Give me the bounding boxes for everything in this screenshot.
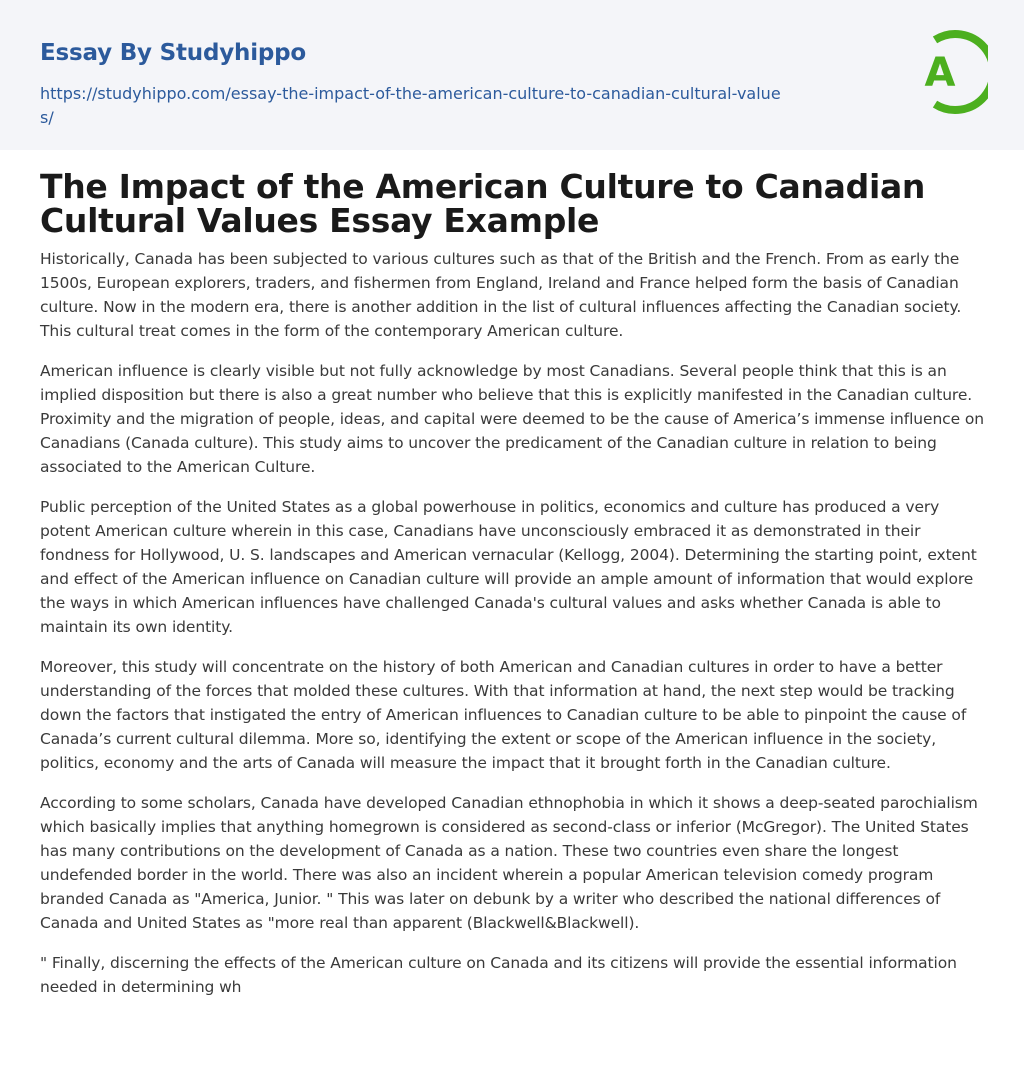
page-title: The Impact of the American Culture to Canadian Cultural Values Essay Example: [40, 167, 926, 240]
paragraph-6: " Finally, discerning the effects of the American culture on Canada and its citizens will provide the essential information needed in determining wh: [40, 954, 957, 996]
article: [40, 167, 984, 1015]
source-url-link[interactable]: https://studyhippo.com/essay-the-impact-of-the-american-culture-to-canadian-cultural-values/: [40, 84, 781, 127]
site-header: [0, 0, 1024, 150]
logo-letter: A: [924, 50, 956, 96]
paragraph-2: American influence is clearly visible but not fully acknowledge by most Canadians. Several people think that this is an implied disposition but there is also a great number who believe that this is explicitly manifested in the Canadian culture. Proximity and the migration of people, ideas, and capital were deemed to be the cause of America’s immense influence on Canadians (Canada culture). This study aims to uncover the predicament of the Canadian culture in relation to being associated to the American Culture.: [40, 362, 984, 476]
paragraph-5: According to some scholars, Canada have developed Canadian ethnophobia in which it shows a deep-seated parochialism which basically implies that anything homegrown is considered as second-class or inferior (McGregor). The United States has many contributions on the development of Canada as a nation. These two countries even share the longest undefended border in the world. There was also an incident wherein a popular American television comedy program branded Canada as "America, Junior. " This was later on debunk by a writer who described the national differences of Canada and United States as "more real than apparent (Blackwell&Blackwell).: [40, 794, 978, 932]
paragraph-4: Moreover, this study will concentrate on the history of both American and Canadian cultures in order to have a better understanding of the forces that molded these cultures. With that information at hand, the next step would be tracking down the factors that instigated the entry of American influences to Canadian culture to be able to pinpoint the cause of Canada’s current cultural dilemma. More so, identifying the extent or scope of the American influence in the society, politics, economy and the arts of Canada will measure the impact that it brought forth in the Canadian culture.: [40, 658, 967, 772]
paragraph-3: Public perception of the United States as a global powerhouse in politics, economics and culture has produced a very potent American culture wherein in this case, Canadians have unconsciously embraced it as demonstrated in their fondness for Hollywood, U. S. landscapes and American vernacular (Kellogg, 2004). Determining the starting point, extent and effect of the American influence on Canadian culture will provide an ample amount of information that would explore the ways in which American influences have challenged Canada's cultural values and asks whether Canada is able to maintain its own identity.: [40, 498, 977, 636]
paragraph-1: Historically, Canada has been subjected to various cultures such as that of the British and the French. From as early the 1500s, European explorers, traders, and fishermen from England, Ireland and France helped form the basis of Canadian culture. Now in the modern era, there is another addition in the list of cultural influences affecting the Canadian society. This cultural treat comes in the form of the contemporary American culture.: [40, 250, 962, 340]
studyhippo-logo-icon[interactable]: [908, 28, 988, 116]
site-brand[interactable]: Essay By Studyhippo: [40, 40, 307, 66]
